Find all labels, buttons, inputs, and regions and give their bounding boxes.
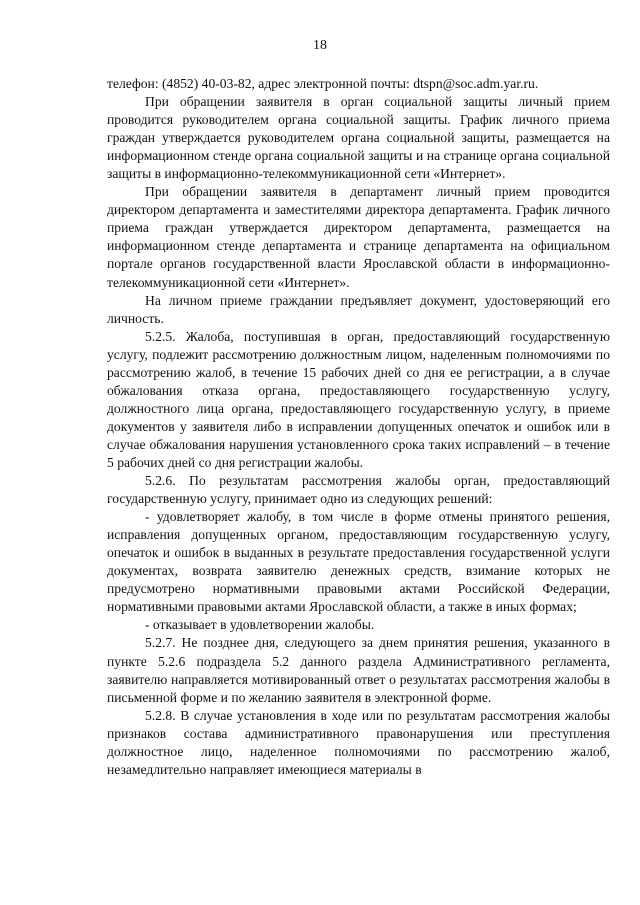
paragraph-5-2-6: 5.2.6. По результатам рассмотрения жалобы орган, предоставляющий государственную услугу, принимает одно из следующих решений:	[107, 473, 610, 507]
page-number: 18	[313, 38, 327, 53]
paragraph-department-reception: При обращении заявителя в департамент личный прием проводится директором департамента и заместителями директора департамента. График личного приема граждан утверждается директором департамента, размещается на информационном стенде департамента и странице департамента на официальном портале органов государственной власти Ярославской области в информационно-телекоммуникационной сети «Интернет».	[107, 184, 610, 290]
paragraph-5-2-7: 5.2.7. Не позднее дня, следующего за днем принятия решения, указанного в пункте 5.2.6 подраздела 5.2 данного раздела Административного регламента, заявителю направляется мотивированный ответ о результатах рассмотрения жалобы в письменной форме и по желанию заявителя в электронной форме.	[107, 635, 610, 705]
paragraph-satisfy-complaint: - удовлетворяет жалобу, в том числе в форме отмены принятого решения, исправления допущенных органом, предоставляющим государственную услугу, опечаток и ошибок в выданных в результате предоставления государственной услуги документах, возврата заявителю денежных средств, взимание которых не предусмотрено нормативными правовыми актами Российской Федерации, нормативными правовыми актами Ярославской области, а также в иных формах;	[107, 509, 610, 615]
document-body	[107, 75, 610, 779]
paragraph-social-protection-reception: При обращении заявителя в орган социальной защиты личный прием проводится руководителем органа социальной защиты. График личного приема граждан утверждается руководителем органа социальной защиты, размещается на информационном стенде органа социальной защиты и на странице органа социальной защиты в информационно-телекоммуникационной сети «Интернет».	[107, 94, 610, 182]
paragraph-5-2-8: 5.2.8. В случае установления в ходе или по результатам рассмотрения жалобы признаков состава административного правонарушения или преступления должностное лицо, наделенное полномочиями по рассмотрению жалоб, незамедлительно направляет имеющиеся материалы в	[107, 707, 610, 777]
paragraph-identity-document: На личном приеме граждании предъявляет документ, удостоверяющий его личность.	[107, 292, 610, 326]
paragraph-reject-complaint: - отказывает в удовлетворении жалобы.	[145, 617, 375, 633]
paragraph-contacts: телефон: (4852) 40-03-82, адрес электронной почты: dtspn@soc.adm.yar.ru.	[107, 76, 539, 91]
paragraph-5-2-5: 5.2.5. Жалоба, поступившая в орган, предоставляющий государственную услугу, подлежит рассмотрению должностным лицом, наделенным полномочиями по рассмотрению жалоб, в течение 15 рабочих дней со дня ее регистрации, а в случае обжалования отказа органа, предоставляющего государственную услугу, должностного лица органа, предоставляющего государственную услугу, в приеме документов у заявителя либо в исправлении допущенных опечаток и ошибок или в случае обжалования нарушения установленного срока таких исправлений – в течение 5 рабочих дней со дня регистрации жалобы.	[107, 328, 610, 470]
